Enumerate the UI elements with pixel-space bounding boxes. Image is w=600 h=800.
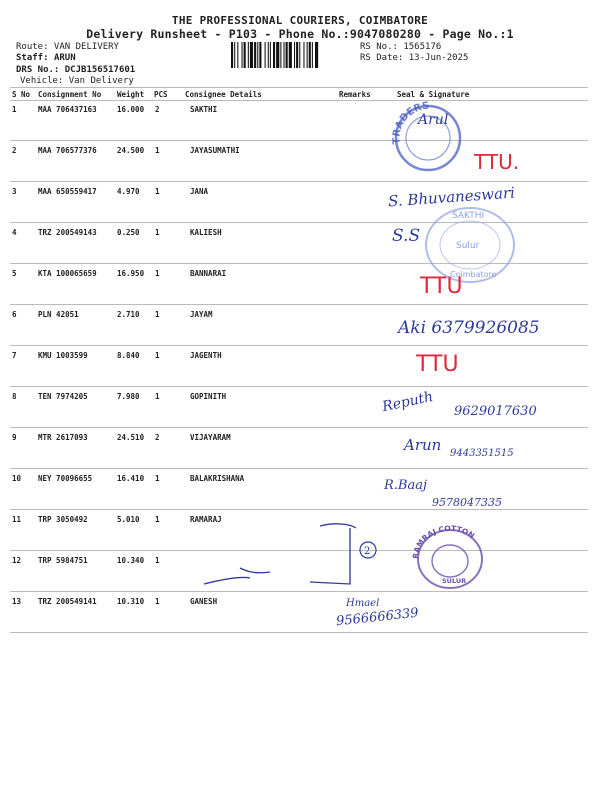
vehicle-label: Vehicle: Van Delivery (20, 76, 134, 86)
cell-pcs: 1 (155, 146, 160, 155)
cell-sno: 11 (12, 515, 22, 524)
row-divider (10, 181, 588, 182)
barcode-bar (244, 42, 246, 68)
phone-row-13: 9566666339 (335, 605, 420, 630)
svg-text:SAKTHI: SAKTHI (452, 211, 485, 221)
header-bottom-rule (10, 100, 588, 101)
cell-sno: 3 (12, 187, 17, 196)
cell-consignee: RAMARAJ (190, 515, 222, 524)
cell-consignee: BANNARAI (190, 269, 227, 278)
row-divider (10, 509, 588, 510)
cell-consignment: KMU 1003599 (38, 351, 88, 360)
cell-consignment: TRZ 200549141 (38, 597, 97, 606)
cell-weight: 0.250 (117, 228, 140, 237)
ramaraj-stamp (408, 525, 492, 593)
col-sno: S No (12, 90, 31, 99)
signature-row-4: S.S (392, 226, 421, 246)
cell-pcs: 1 (155, 474, 160, 483)
cell-consignment: TEN 7974205 (38, 392, 88, 401)
phone-row-10: 9578047335 (432, 496, 502, 509)
row-divider (10, 345, 588, 346)
runsheet-subtitle: Delivery Runsheet - P103 - Phone No.:9047080280 - Page No.:1 (86, 27, 514, 41)
cell-consignment: TRZ 200549143 (38, 228, 97, 237)
signature-row-8: Reputh (380, 388, 435, 416)
signature-row-12 (200, 520, 380, 590)
barcode-bar (268, 42, 269, 68)
barcode-bar (289, 42, 292, 68)
barcode-bar (270, 42, 271, 68)
barcode-bar (254, 42, 256, 68)
cell-weight: 10.340 (117, 556, 145, 565)
cell-pcs: 2 (155, 105, 160, 114)
col-remarks: Remarks (339, 90, 371, 99)
col-weight: Weight (117, 90, 145, 99)
cell-consignment: MAA 706437163 (38, 105, 97, 114)
cell-pcs: 1 (155, 351, 160, 360)
signature-row-10: R.Baaj (384, 478, 428, 493)
barcode (230, 42, 355, 68)
drs-number: DRS No.: DCJB156517601 (16, 65, 136, 75)
staff-line (16, 53, 76, 64)
cell-consignment: TRP 3050492 (38, 515, 88, 524)
traders-stamp (388, 96, 468, 176)
cell-sno: 10 (12, 474, 22, 483)
cell-consignee: JANA (190, 187, 209, 196)
cell-sno: 6 (12, 310, 17, 319)
rs-date: RS Date: 13-Jun-2025 (360, 53, 469, 63)
route-label: Route: VAN DELIVERY (16, 42, 119, 52)
col-seal: Seal & Signature (397, 90, 470, 99)
row-divider (10, 632, 588, 633)
phone-row-6: 6379926085 (431, 318, 540, 338)
cell-consignee: SAKTHI (190, 105, 218, 114)
svg-text:Sulur: Sulur (456, 241, 480, 251)
cell-consignment: MAA 650559417 (38, 187, 97, 196)
cell-consignee: JAGENTH (190, 351, 222, 360)
signature-row-1: Arul (418, 112, 449, 128)
signature-row-3: S. Bhuvaneswari (387, 183, 516, 211)
svg-text:RAMRAJ COTTON: RAMRAJ COTTON (410, 523, 477, 560)
barcode-bar (257, 42, 258, 68)
cell-consignee: KALIESH (190, 228, 222, 237)
cell-weight: 4.970 (117, 187, 140, 196)
cell-consignee: GOPINITH (190, 392, 227, 401)
cell-sno: 4 (12, 228, 17, 237)
row-divider (10, 386, 588, 387)
cell-sno: 8 (12, 392, 17, 401)
cell-pcs: 1 (155, 310, 160, 319)
cell-consignee: JAYAM (190, 310, 213, 319)
row-divider (10, 468, 588, 469)
barcode-bar (312, 42, 313, 68)
cell-weight: 2.710 (117, 310, 140, 319)
barcode-bar (307, 42, 308, 68)
signature-row-9: Arun (404, 436, 442, 454)
row-divider (10, 591, 588, 592)
cell-weight: 24.510 (117, 433, 145, 442)
barcode-bar (284, 42, 285, 68)
row-divider (10, 140, 588, 141)
cell-sno: 13 (12, 597, 22, 606)
cell-consignment: MTR 2617093 (38, 433, 88, 442)
cell-consignee: VIJAYARAM (190, 433, 231, 442)
barcode-bar (237, 42, 238, 68)
phone-row-9: 9443351515 (450, 448, 514, 459)
barcode-bar (280, 42, 281, 68)
svg-text:2: 2 (364, 546, 371, 557)
cell-pcs: 1 (155, 556, 160, 565)
cell-consignment: KTA 100065659 (38, 269, 97, 278)
cell-pcs: 1 (155, 597, 160, 606)
cell-sno: 2 (12, 146, 17, 155)
cell-pcs: 1 (155, 269, 160, 278)
barcode-bar (259, 42, 261, 68)
svg-text:SULUR: SULUR (442, 577, 467, 585)
cell-consignee: JAYASUMATHI (190, 146, 240, 155)
cell-weight: 16.410 (117, 474, 145, 483)
company-title: THE PROFESSIONAL COURIERS, COIMBATORE (171, 14, 429, 27)
row-divider (10, 304, 588, 305)
header-top-rule (10, 87, 588, 88)
signature-row-6: Aki 6379926085 (398, 318, 540, 338)
cell-consignment: PLN 42051 (38, 310, 79, 319)
cell-consignment: NEY 70096655 (38, 474, 93, 483)
cell-weight: 8.840 (117, 351, 140, 360)
signature-row-2: TTU. (474, 150, 520, 174)
barcode-bar (309, 42, 311, 68)
barcode-bar (265, 42, 266, 68)
barcode-bar (286, 42, 288, 68)
cell-sno: 12 (12, 556, 22, 565)
barcode-bar (231, 42, 233, 68)
cell-pcs: 1 (155, 187, 160, 196)
cell-weight: 24.500 (117, 146, 145, 155)
svg-text:TRADERS: TRADERS (391, 100, 430, 145)
cell-pcs: 1 (155, 392, 160, 401)
barcode-bar (273, 42, 275, 68)
barcode-bar (250, 42, 253, 68)
cell-weight: 10.310 (117, 597, 145, 606)
row-divider (10, 427, 588, 428)
signature-row-13: Hmael (346, 598, 380, 609)
cell-pcs: 1 (155, 228, 160, 237)
barcode-bar (242, 42, 243, 68)
cell-pcs: 2 (155, 433, 160, 442)
cell-sno: 5 (12, 269, 17, 278)
svg-text:Coimbatore: Coimbatore (450, 270, 497, 279)
barcode-bar (234, 42, 235, 68)
signature-row-7: TTU (416, 352, 459, 377)
staff-label: Staff: (16, 53, 49, 63)
cell-consignment: MAA 706577376 (38, 146, 97, 155)
cell-weight: 16.950 (117, 269, 145, 278)
col-pcs: PCS (154, 90, 168, 99)
barcode-bar (303, 42, 304, 68)
barcode-bar (276, 42, 279, 68)
cell-sno: 9 (12, 433, 17, 442)
cell-consignee: BALAKRISHANA (190, 474, 245, 483)
cell-consignment: TRP 5984751 (38, 556, 88, 565)
barcode-bar (315, 42, 318, 68)
cell-weight: 16.000 (117, 105, 145, 114)
cell-sno: 7 (12, 351, 17, 360)
cell-sno: 1 (12, 105, 17, 114)
barcode-bar (296, 42, 298, 68)
col-consignee: Consignee Details (185, 90, 262, 99)
signature-row-5: TTU (420, 274, 463, 299)
phone-row-8: 9629017630 (454, 404, 537, 419)
cell-pcs: 1 (155, 515, 160, 524)
rs-number: RS No.: 1565176 (360, 42, 442, 52)
cell-consignee: GANESH (190, 597, 218, 606)
cell-weight: 7.980 (117, 392, 140, 401)
barcode-bar (299, 42, 300, 68)
col-consignment: Consignment No (38, 90, 102, 99)
barcode-bar (294, 42, 295, 68)
staff-name: ARUN (53, 53, 76, 63)
cell-weight: 5.010 (117, 515, 140, 524)
barcode-bar (248, 42, 249, 68)
